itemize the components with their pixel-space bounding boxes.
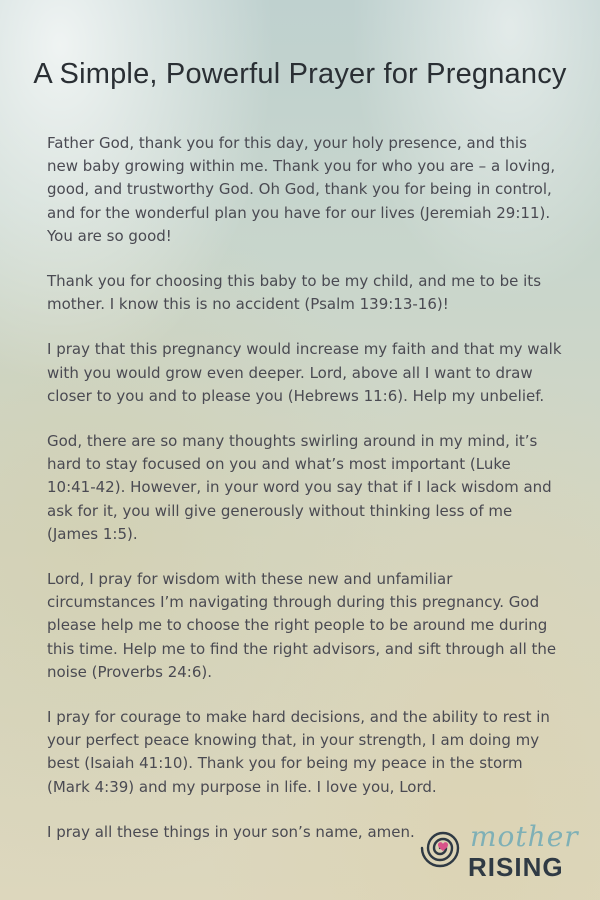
mother-rising-logo	[416, 818, 586, 884]
prayer-paragraph: I pray that this pregnancy would increase my faith and that my walk with you would grow even deeper. Lord, above all I want to draw closer to you and to please you (Hebrews 11:6). Help my unbelief.	[47, 340, 562, 405]
prayer-paragraph: Lord, I pray for wisdom with these new and unfamiliar circumstances I’m navigating through during this pregnancy. God please help me to choose the right people to be around me during this time. Help me to find the right advisors, and sift through all the noise (Proverbs 24:6).	[47, 570, 557, 681]
prayer-paragraph: Father God, thank you for this day, your holy presence, and this new baby growing within me. Thank you for who you are – a loving, good, and trustworthy God. Oh God, thank you for being in control, and for the wonderful plan you have for our lives (Jeremiah 29:11). You are so good!	[47, 134, 556, 245]
prayer-body	[47, 132, 562, 866]
prayer-paragraph: Thank you for choosing this baby to be my child, and me to be its mother. I know this is no accident (Psalm 139:13-16)!	[47, 272, 542, 314]
prayer-paragraph: I pray for courage to make hard decisions, and the ability to rest in your perfect peace knowing that, in your strength, I am doing my best (Isaiah 41:10). Thank you for being my peace in the storm (Mark 4:39) and my purpose in life. I love you, Lord.	[47, 708, 550, 796]
page-title: A Simple, Powerful Prayer for Pregnancy	[33, 58, 567, 90]
spiral-heart-icon	[416, 818, 470, 878]
logo-word-mother: mother	[470, 820, 579, 853]
prayer-paragraph: God, there are so many thoughts swirling around in my mind, it’s hard to stay focused on you and what’s most important (Luke 10:41-42). However, in your word you say that if I lack wisdom and ask for it, you will give generously without thinking less of me (James 1:5).	[47, 432, 552, 543]
logo-word-rising: RISING	[468, 852, 564, 882]
prayer-paragraph-closing: I pray all these things in your son’s name, amen.	[47, 822, 415, 841]
